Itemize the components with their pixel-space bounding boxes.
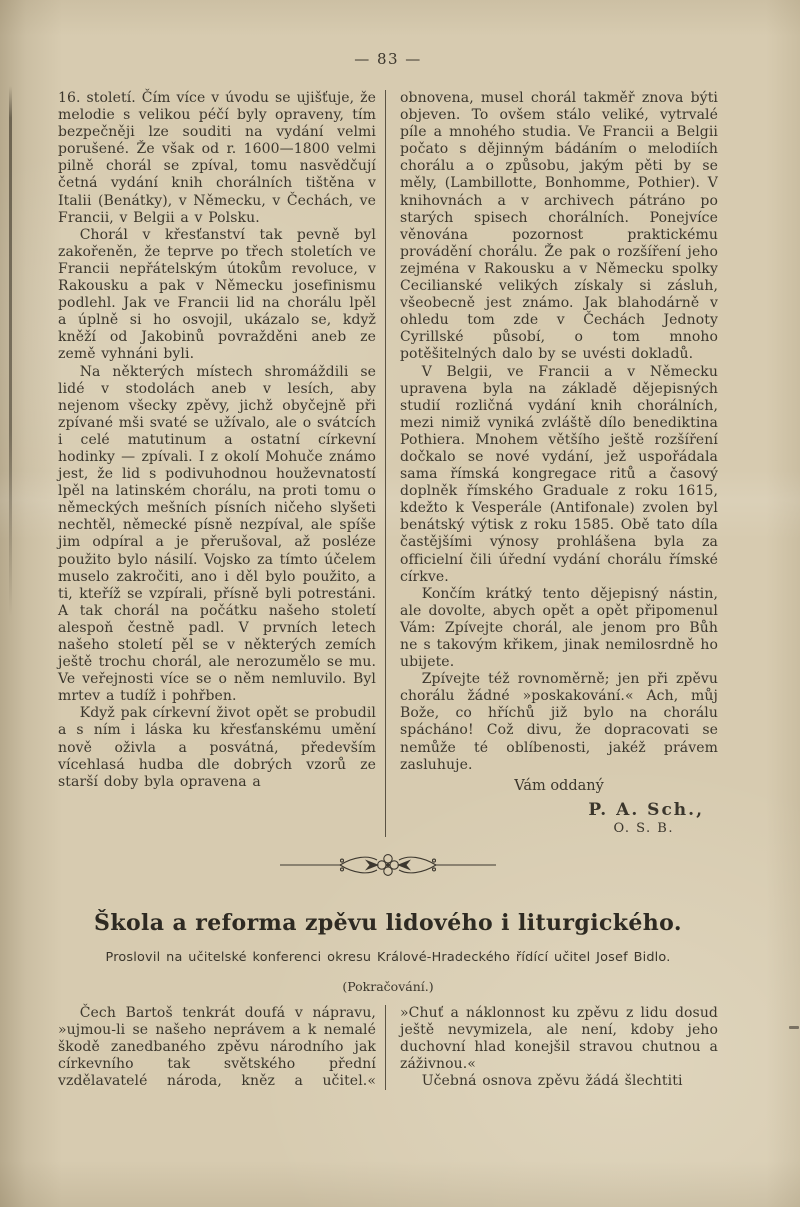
bottom-left-column xyxy=(58,1005,376,1090)
continuation-note: (Pokračování.) xyxy=(342,978,434,994)
article-subtitle: Proslovil na učitelské konferenci okresu Králové-Hradeckého řídící učitel Josef Bidlo. xyxy=(105,949,671,965)
paragraph: Na některých místech shromáždili se lidé v stodolách aneb v lesích, aby nejenom všecky zpěvy, jichž obyčejně při zpívané mši svaté se užívalo, ale o svátcích i celé matutinum a ostatní církevní hodinky — zpívali. I z okolí Mohuče známo jest, že lid s podivuhodnou houževnatostí lpěl na latinském chorálu, na proti tomu o německých mešních písních ničeho slyšeti nechtěl, německé písně nezpíval, ale spíše jim odpíral a je přerušoval, až posléze použito bylo násilí. Vojsko za tímto účelem muselo zakročiti, ano i děl bylo použito, a ti, kteříž se vzpírali, přísně byli potrestáni. A tak chorál na počátku našeho století alespoň čestně padl. V prvních letech našeho století pěl se v některých zemích ještě trochu chorál, ale nerozumělo se mu. Ve veřejnosti více se o něm nemluvilo. Byl mrtev a tudíž i pohřben. xyxy=(58,363,376,705)
paragraph: V Belgii, ve Francii a v Německu upravena byla na základě dějepisných studií rozličná vydání knih chorálních, mezi nimiž vyniká zvláště dílo benediktina Pothiera. Mnohem většího ještě rozšíření dočkalo se nové vydání, jež uspořádala sama římská kongregace ritů a časový doplněk římského Graduale z roku 1615, kdežto k Vesperále (Antifonale) zvolen byl benátský výtisk z roku 1585. Obě tato díla častějšími výnosy prohlášena byla za officielní čili úřední vydání chorálu římské církve. xyxy=(400,363,718,585)
paragraph: 16. století. Čím více v úvodu se ujišťuje, že melodie s velikou péčí byly opraveny, tím bezpečněji lze souditi na vydání velmi porušené. Že však od r. 1600—1800 velmi pilně chorál se zpíval, tomu nasvědčují četná vydání knih chorálních tištěna v Italii (Benátky), v Německu, v Čechách, ve Francii, v Belgii a v Polsku. xyxy=(58,90,376,226)
bottom-article-columns xyxy=(58,1005,718,1090)
paragraph: »Chuť a náklonnost ku zpěvu z lidu dosud ještě nevymizela, ale není, kdoby jeho duchovní hlad konejšil stravou chutnou a záživnou.« xyxy=(400,1004,718,1073)
ornament-divider xyxy=(280,852,496,878)
paragraph: Zpívejte též rovnoměrně; jen při zpěvu chorálu žádné »poskakování.« Ach, můj Bože, co hříchů již bylo na chorálu spácháno! Což divu, že dopracovati se nemůže té oblíbenosti, jakéž právem zasluhuje. xyxy=(400,671,718,773)
paragraph: Chorál v křesťanství tak pevně byl zakořeněn, že teprve po třech stoletích ve Francii nepřátelským útokům revoluce, v Rakousku a pak v Německu josefinismu podlehl. Jak ve Francii lid na chorálu lpěl a úplně si ho osvojil, ukázalo se, když kněží od Jakobinů povražděni aneb ze země vyhnáni byli. xyxy=(58,226,376,363)
bottom-right-column xyxy=(385,1005,718,1090)
paragraph: Když pak církevní život opět se probudil a s ním i láska ku křesťanskému umění nově oživla a posvátná, především vícehlasá hudba dle dobrých vzorů ze starší doby byla opravena a xyxy=(58,705,376,790)
paragraph: Končím krátký tento dějepisný nástin, ale dovolte, abych opět a opět připomenul Vám: Zpívejte chorál, ale jenom pro Bůh ne s takovým křikem, jinak nemilosrdně ho ubijete. xyxy=(400,585,718,671)
paragraph: Učebná osnova zpěvu žádá šlechtiti xyxy=(421,1073,683,1090)
scan-margin-mark xyxy=(789,1026,799,1029)
page-number: — 83 — xyxy=(354,50,422,68)
article-title: Škola a reforma zpěvu lidového i liturgického. xyxy=(94,909,682,936)
paragraph: Čech Bartoš tenkrát doufá v nápravu, »ujmou-li se našeho neprávem a k nemalé škodě zanedbaného zpěvu národního jak církevního tak světského přední vzdělavatelé národa, kněz a učitel.« xyxy=(58,1004,376,1090)
page-content xyxy=(58,0,718,1090)
paragraph: obnovena, musel chorál takměř znova býti objeven. To ovšem stálo veliké, vytrvalé píle a mnohého studia. Ve Francii a Belgii počato s dějinným bádáním o melodiích chorálu a o způsobu, jakým pěti by se měly, (Lambillotte, Bonhomme, Pothier). V knihovnách a v archivech pátráno po starých spisech chorálních. Ponejvíce věnována pozornost praktickému provádění chorálu. Že pak o rozšíření jeho zejména v Rakousku a v Německu spolky Cecilianské velikých získaly si zásluh, všeobecně jest známo. Jak blahodárně v ohledu tom zde v Čechách Jednoty Cyrillské působí, o tom mnoho potěšitelných dalo by se uvésti dokladů. xyxy=(400,90,718,363)
top-article-columns xyxy=(58,90,718,837)
top-left-column xyxy=(58,90,376,837)
flourish-icon xyxy=(280,852,496,878)
author-signature: P. A. Sch., xyxy=(588,799,704,820)
scan-edge-artifact xyxy=(9,86,12,616)
valediction: Vám oddaný xyxy=(514,777,604,794)
top-right-column xyxy=(385,90,718,837)
author-order-abbreviation: O. S. B. xyxy=(613,820,674,836)
